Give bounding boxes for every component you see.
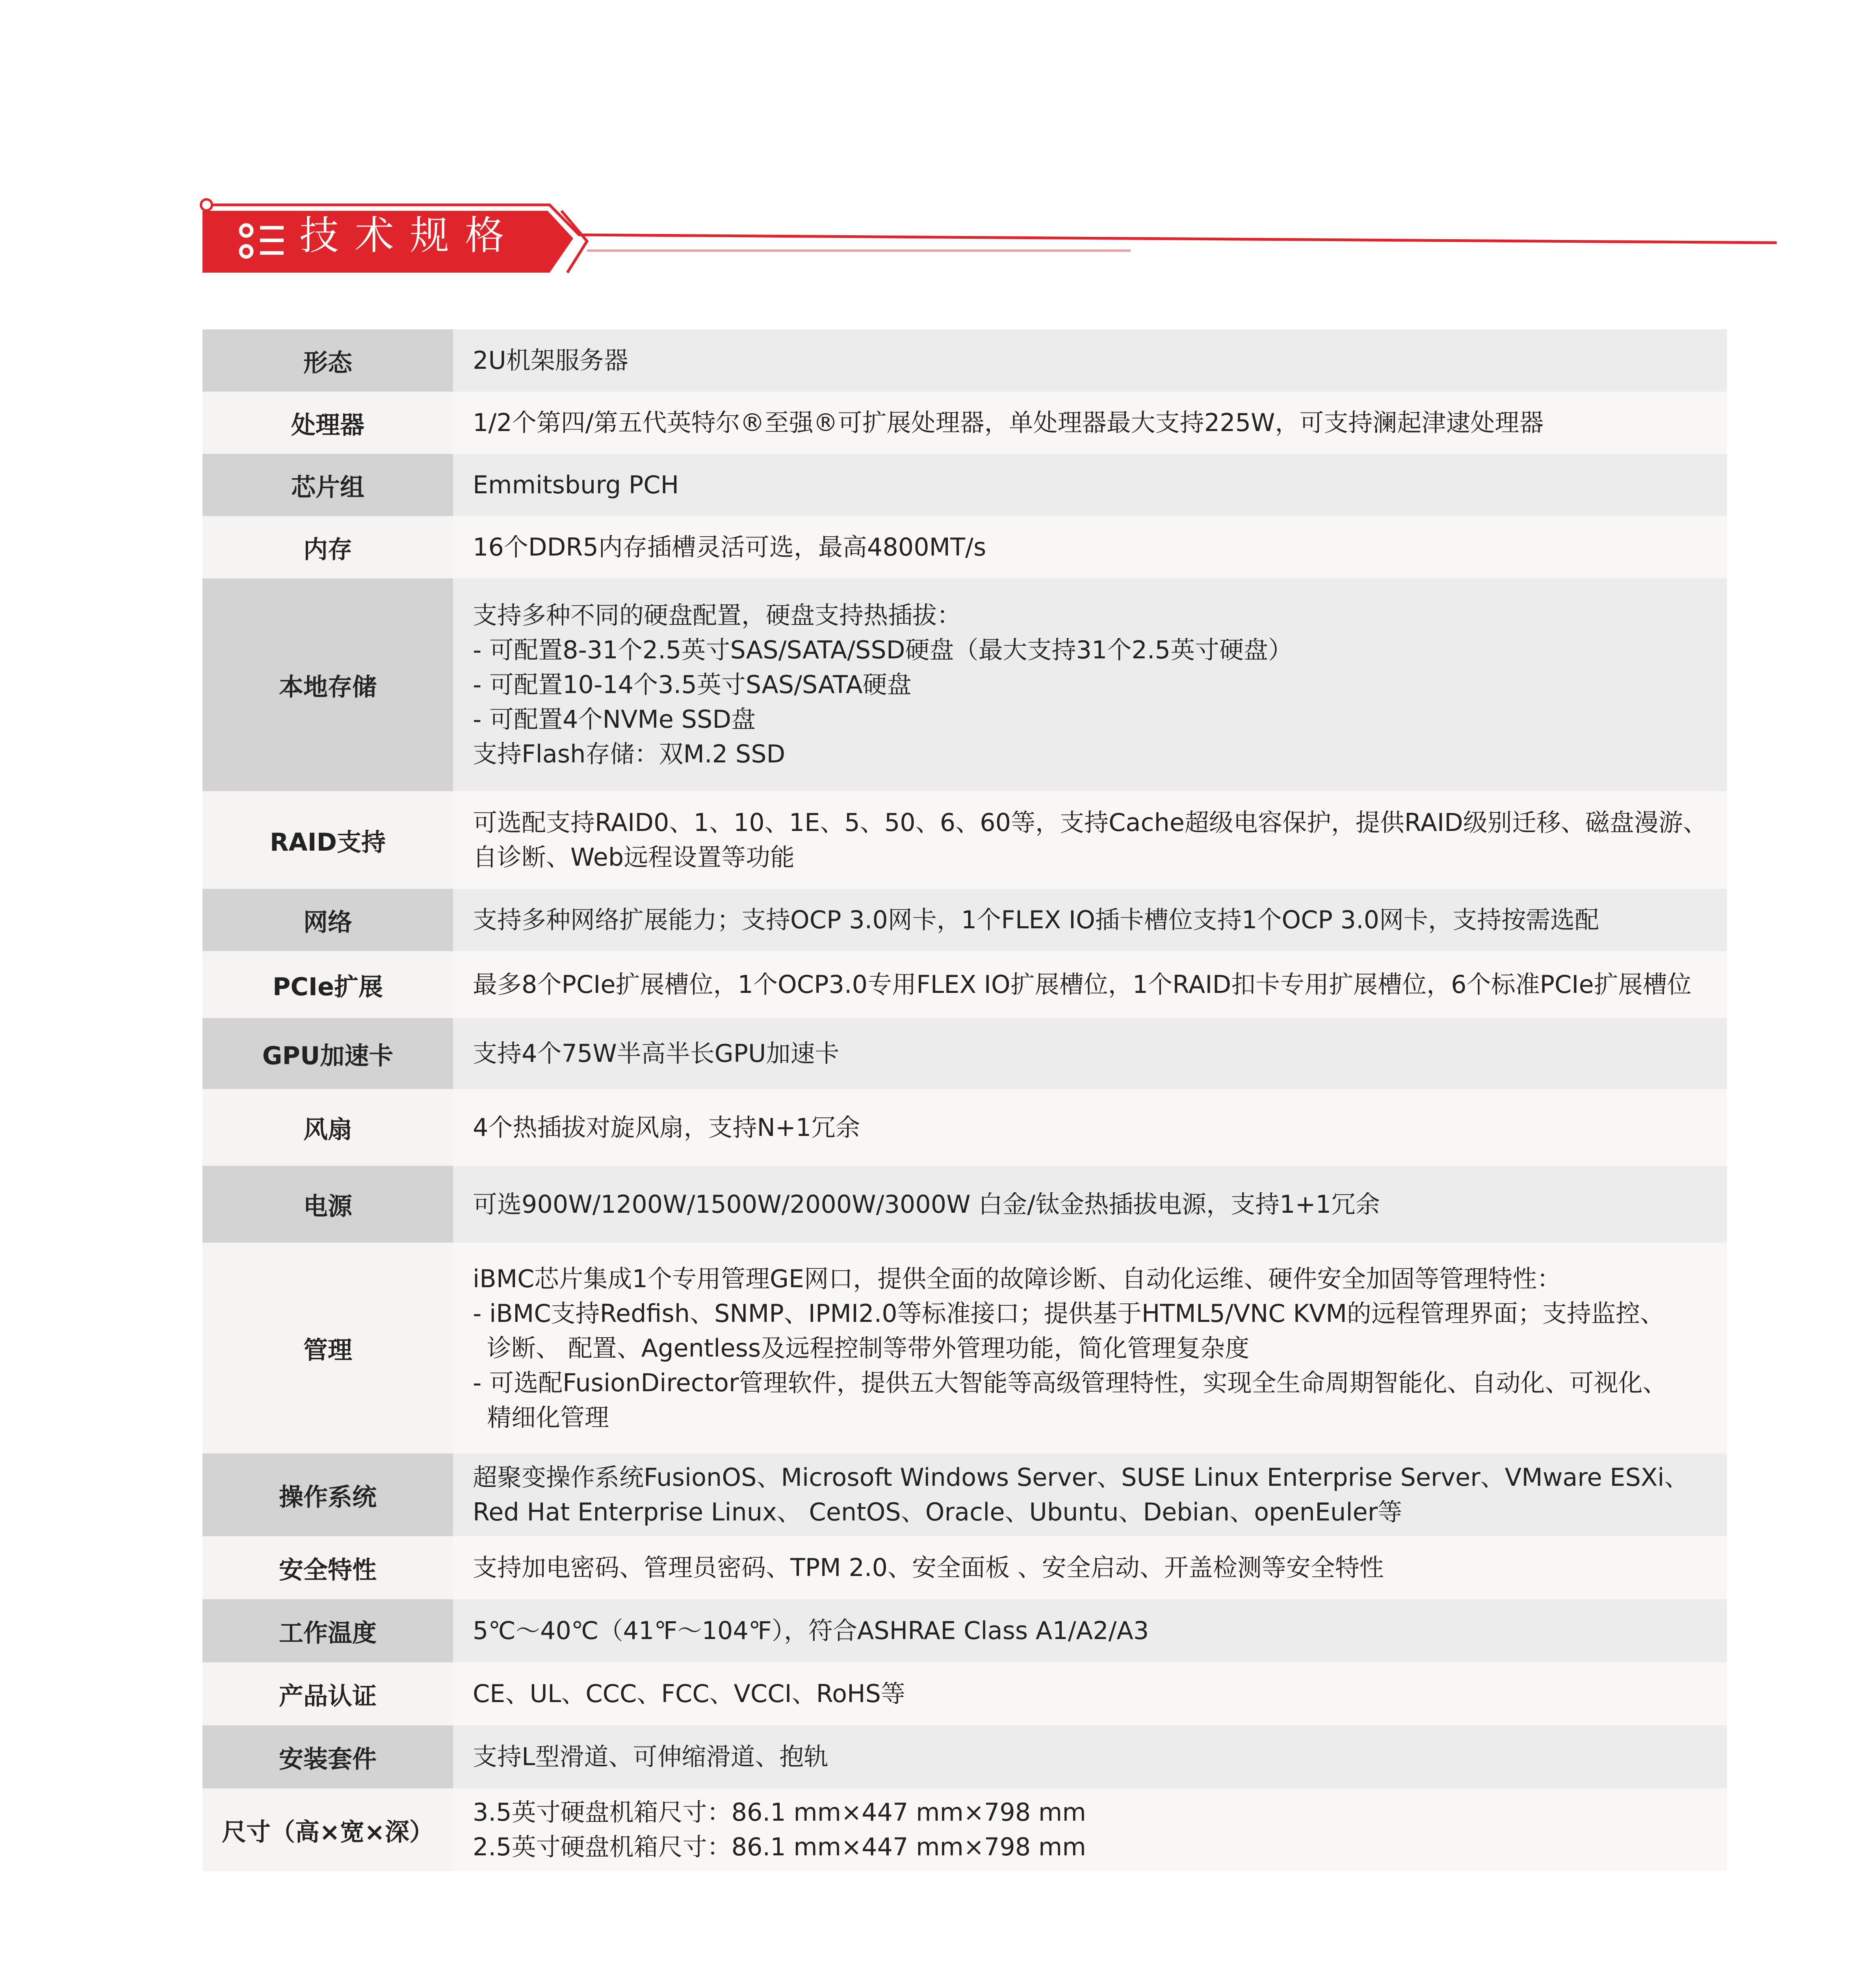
spec-label: 工作温度 xyxy=(202,1599,453,1662)
spec-table-body xyxy=(202,329,1727,1871)
spec-label: 形态 xyxy=(202,329,453,392)
spec-value-line: 诊断、 配置、Agentless及远程控制等带外管理功能，简化管理复杂度 xyxy=(487,1333,1250,1362)
section-header xyxy=(0,0,1876,315)
spec-row xyxy=(202,1243,1727,1453)
spec-label: 操作系统 xyxy=(202,1453,453,1536)
spec-value-line: - 可配置10-14个3.5英寸SAS/SATA硬盘 xyxy=(473,670,912,699)
spec-value-line: 1/2个第四/第五代英特尔®至强®可扩展处理器，单处理器最大支持225W，可支持澜起津逮处理器 xyxy=(473,408,1544,437)
spec-value-line: 支持Flash存储：双M.2 SSD xyxy=(473,740,786,768)
spec-value-line: - 可配置8-31个2.5英寸SAS/SATA/SSD硬盘（最大支持31个2.5英寸硬盘） xyxy=(473,636,1293,664)
spec-row xyxy=(202,1018,1727,1089)
spec-value-line: 3.5英寸硬盘机箱尺寸：86.1 mm×447 mm×798 mm xyxy=(473,1798,1086,1827)
spec-value xyxy=(453,1089,1727,1166)
spec-row xyxy=(202,516,1727,578)
spec-table xyxy=(202,329,1727,1871)
spec-value-line: 支持多种不同的硬盘配置，硬盘支持热插拔： xyxy=(473,601,962,630)
spec-value-line: 16个DDR5内存插槽灵活可选，最高4800MT/s xyxy=(473,533,986,561)
spec-value xyxy=(453,392,1727,454)
spec-value-line: 5℃～40℃（41℉～104℉），符合ASHRAE Class A1/A2/A3 xyxy=(473,1616,1149,1645)
spec-value-line: 2U机架服务器 xyxy=(473,346,628,375)
spec-value xyxy=(453,1662,1727,1725)
spec-value-line: 最多8个PCIe扩展槽位，1个OCP3.0专用FLEX IO扩展槽位，1个RAID扣卡专用扩展槽位，6个标准PCIe扩展槽位 xyxy=(473,970,1692,999)
spec-value xyxy=(453,516,1727,578)
spec-value-line: - 可选配FusionDirector管理软件，提供五大智能等高级管理特性，实现全生命周期智能化、自动化、可视化、 xyxy=(473,1368,1667,1397)
spec-value-line: 支持4个75W半高半长GPU加速卡 xyxy=(473,1039,840,1068)
spec-label: RAID支持 xyxy=(202,791,453,889)
spec-row xyxy=(202,454,1727,516)
spec-value xyxy=(453,329,1727,392)
spec-row xyxy=(202,392,1727,454)
spec-label: 安装套件 xyxy=(202,1725,453,1788)
spec-label: PCIe扩展 xyxy=(202,951,453,1018)
spec-row xyxy=(202,791,1727,889)
spec-label: 安全特性 xyxy=(202,1536,453,1599)
spec-value xyxy=(453,1018,1727,1089)
spec-value-line: 4个热插拔对旋风扇，支持N+1冗余 xyxy=(473,1113,860,1142)
spec-row xyxy=(202,951,1727,1018)
section-title: 技术规格 xyxy=(299,212,520,258)
spec-value xyxy=(453,454,1727,516)
spec-value-line: - 可配置4个NVMe SSD盘 xyxy=(473,705,756,734)
spec-value-line: Red Hat Enterprise Linux、 CentOS、Oracle、Ubuntu、Debian、openEuler等 xyxy=(473,1498,1402,1526)
spec-row xyxy=(202,1662,1727,1725)
spec-value-line: 支持L型滑道、可伸缩滑道、抱轨 xyxy=(473,1742,828,1771)
spec-label: 电源 xyxy=(202,1166,453,1243)
spec-label: 芯片组 xyxy=(202,454,453,516)
spec-label: 风扇 xyxy=(202,1089,453,1166)
spec-label: 产品认证 xyxy=(202,1662,453,1725)
spec-label: 内存 xyxy=(202,516,453,578)
spec-value-line: 支持加电密码、管理员密码、TPM 2.0、安全面板 、安全启动、开盖检测等安全特性 xyxy=(473,1553,1384,1582)
spec-label: 网络 xyxy=(202,889,453,951)
spec-value xyxy=(453,1453,1727,1536)
spec-value xyxy=(453,951,1727,1018)
spec-label: 本地存储 xyxy=(202,578,453,791)
spec-label: 处理器 xyxy=(202,392,453,454)
spec-value-line: CE、UL、CCC、FCC、VCCI、RoHS等 xyxy=(473,1679,905,1708)
spec-value-line: - iBMC支持Redfish、SNMP、IPMI2.0等标准接口；提供基于HTML5/VNC KVM的远程管理界面；支持监控、 xyxy=(473,1299,1664,1328)
spec-value xyxy=(453,1243,1727,1453)
spec-value-line: 2.5英寸硬盘机箱尺寸：86.1 mm×447 mm×798 mm xyxy=(473,1832,1086,1861)
spec-value-line: 自诊断、Web远程设置等功能 xyxy=(473,843,795,872)
spec-row xyxy=(202,1725,1727,1788)
spec-value xyxy=(453,1599,1727,1662)
spec-row xyxy=(202,1453,1727,1536)
spec-value xyxy=(453,1536,1727,1599)
spec-row xyxy=(202,1089,1727,1166)
spec-value xyxy=(453,1725,1727,1788)
spec-value-line: 超聚变操作系统FusionOS、Microsoft Windows Server、SUSE Linux Enterprise Server、VMware ESXi、 xyxy=(473,1463,1689,1492)
spec-row xyxy=(202,889,1727,951)
spec-value xyxy=(453,889,1727,951)
spec-value-line: 精细化管理 xyxy=(487,1403,609,1432)
spec-row xyxy=(202,1788,1727,1871)
spec-row xyxy=(202,1166,1727,1243)
spec-label: GPU加速卡 xyxy=(202,1018,453,1089)
spec-label: 管理 xyxy=(202,1243,453,1453)
mountain-illustration xyxy=(0,1962,1876,1970)
spec-value xyxy=(453,791,1727,889)
spec-row xyxy=(202,1599,1727,1662)
spec-value-line: 可选配支持RAID0、1、10、1E、5、50、6、60等，支持Cache超级电容保护，提供RAID级别迁移、磁盘漫游、 xyxy=(473,808,1707,837)
spec-row xyxy=(202,329,1727,392)
spec-value-line: iBMC芯片集成1个专用管理GE网口，提供全面的故障诊断、自动化运维、硬件安全加固等管理特性： xyxy=(473,1264,1562,1293)
spec-value xyxy=(453,1788,1727,1871)
spec-value xyxy=(453,578,1727,791)
spec-value xyxy=(453,1166,1727,1243)
spec-label: 尺寸（高×宽×深） xyxy=(202,1788,453,1871)
spec-value-line: 可选900W/1200W/1500W/2000W/3000W 白金/钛金热插拔电源，支持1+1冗余 xyxy=(473,1189,1380,1219)
spec-value-line: Emmitsburg PCH xyxy=(473,470,679,499)
spec-row xyxy=(202,578,1727,791)
spec-row xyxy=(202,1536,1727,1599)
spec-value-line: 支持多种网络扩展能力；支持OCP 3.0网卡，1个FLEX IO插卡槽位支持1个OCP 3.0网卡，支持按需选配 xyxy=(473,905,1599,934)
